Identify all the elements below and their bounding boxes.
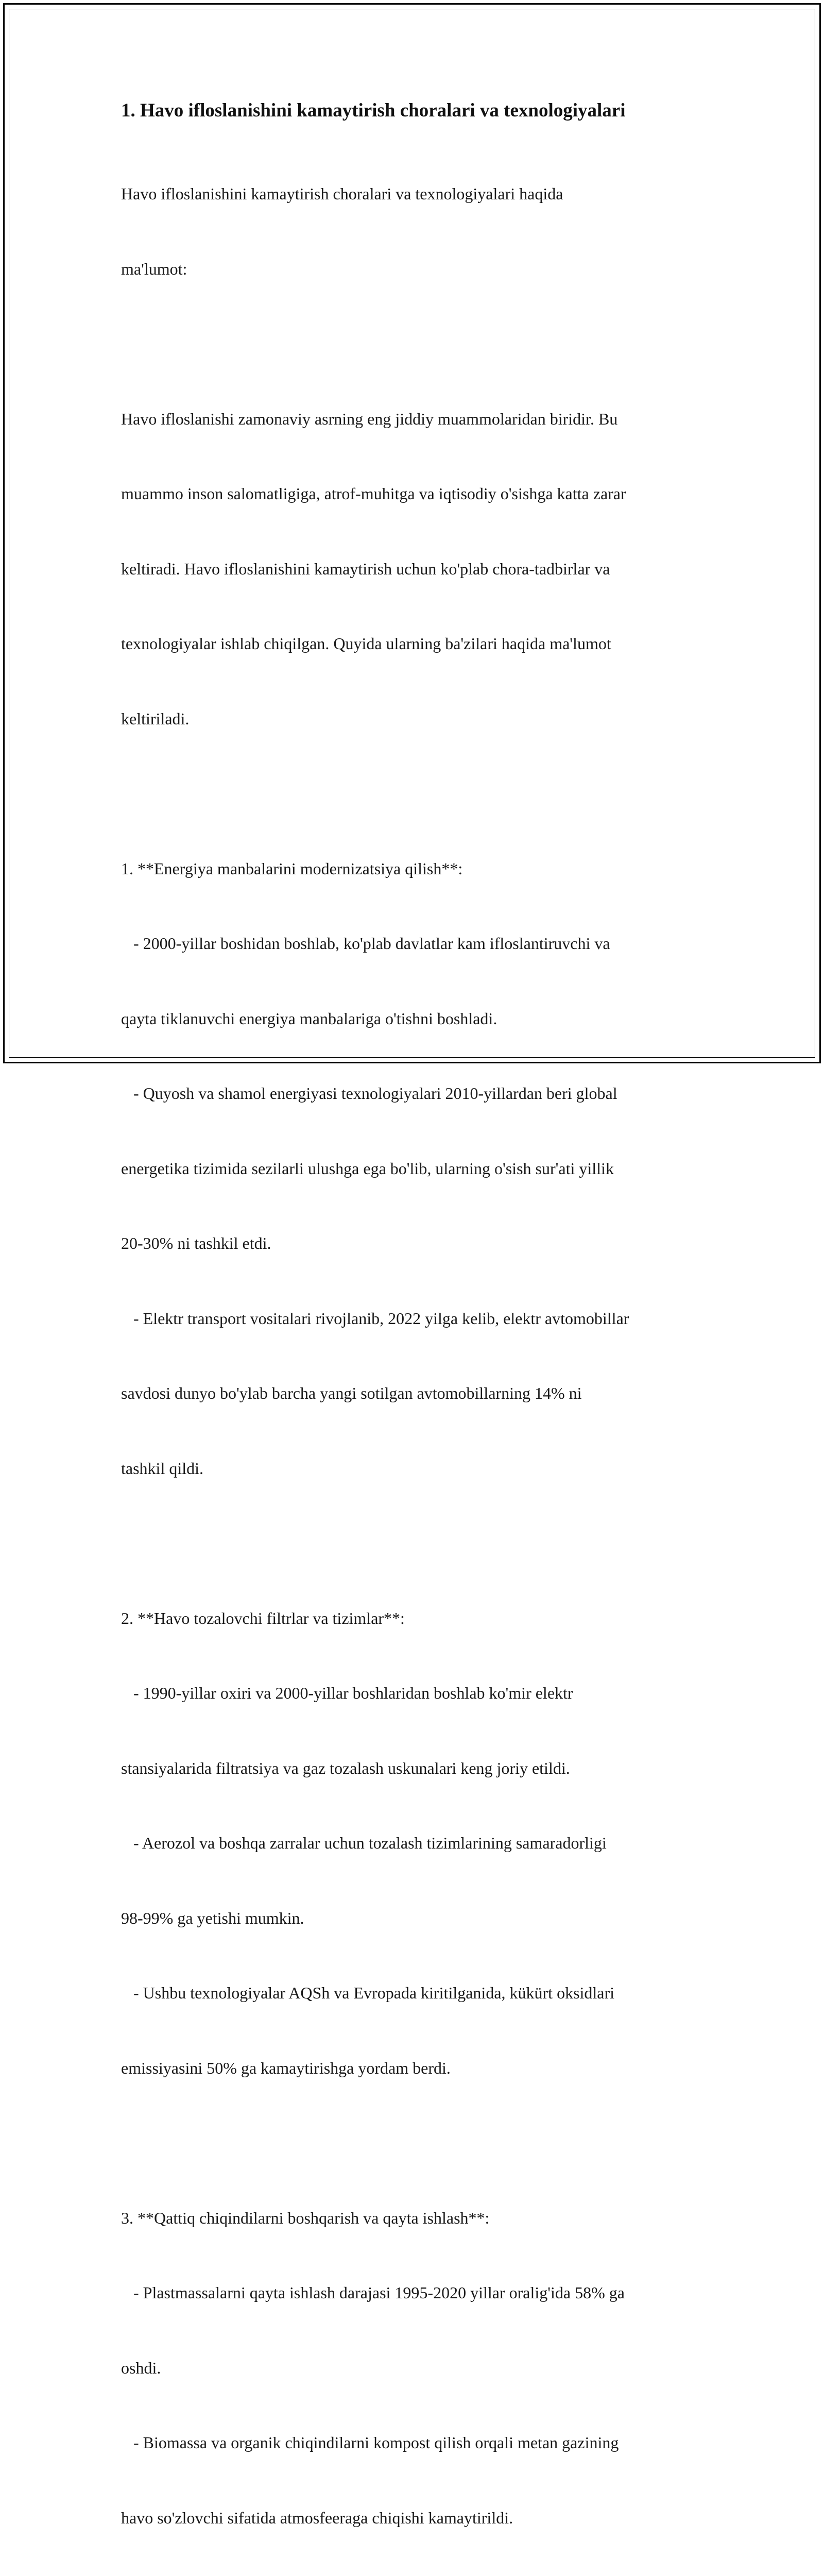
text-line: Havo ifloslanishi zamonaviy asrning eng jiddiy muammolaridan biridir. Bu [121,406,708,432]
text-line: keltiradi. Havo ifloslanishini kamaytirish uchun ko'plab chora-tadbirlar va [121,556,708,582]
overview-paragraph [121,357,708,782]
text-line: havo so'zlovchi sifatida atmosfeeraga chiqishi kamaytirildi. [121,2505,708,2531]
text-line: savdosi dunyo bo'ylab barcha yangi sotilgan avtomobillarning 14% ni [121,1381,708,1406]
section-energy [121,806,708,1531]
text-line: tashkil qildi. [121,1456,708,1481]
text-line: 98-99% ga yetishi mumkin. [121,1906,708,1931]
text-line: - Plastmassalarni qayta ishlash darajasi 1995-2020 yillar oralig'ida 58% ga [121,2280,708,2306]
text-line: 20-30% ni tashkil etdi. [121,1231,708,1256]
document-body [121,97,708,2576]
text-line: keltiriladi. [121,706,708,732]
text-line: - 1990-yillar oxiri va 2000-yillar boshlaridan boshlab ko'mir elektr [121,1681,708,1706]
text-line: muammo inson salomatligiga, atrof-muhitga va iqtisodiy o'sishga katta zarar [121,481,708,506]
text-line: ma'lumot: [121,257,708,282]
section-filters [121,1556,708,2131]
document-title: 1. Havo ifloslanishini kamaytirish choralari va texnologiyalari [121,97,708,124]
text-line: - 2000-yillar boshidan boshlab, ko'plab davlatlar kam ifloslantiruvchi va [121,931,708,956]
text-line: emissiyasini 50% ga kamaytirishga yordam berdi. [121,2056,708,2081]
text-line: Havo ifloslanishini kamaytirish choralari va texnologiyalari haqida [121,181,708,207]
text-line: energetika tizimida sezilarli ulushga ega bo'lib, ularning o'sish sur'ati yillik [121,1156,708,1181]
text-line: stansiyalarida filtratsiya va gaz tozalash uskunalari keng joriy etildi. [121,1756,708,1781]
text-line: - Elektr transport vositalari rivojlanib, 2022 yilga kelib, elektr avtomobillar [121,1306,708,1331]
section-heading: 2. **Havo tozalovchi filtrlar va tizimlar**: [121,1606,708,1631]
section-waste [121,2156,708,2576]
text-line: - Quyosh va shamol energiyasi texnologiyalari 2010-yillardan beri global [121,1081,708,1106]
intro-paragraph [121,131,708,331]
text-line: - Aerozol va boshqa zarralar uchun tozalash tizimlarining samaradorligi [121,1831,708,1856]
text-line: - Ushbu texnologiyalar AQSh va Evropada kiritilganida, kükürt oksidlari [121,1980,708,2006]
text-line: texnologiyalar ishlab chiqilgan. Quyida ularning ba'zilari haqida ma'lumot [121,631,708,656]
text-line: oshdi. [121,2355,708,2381]
text-line: - Biomassa va organik chiqindilarni kompost qilish orqali metan gazining [121,2430,708,2455]
section-heading: 1. **Energiya manbalarini modernizatsiya qilish**: [121,856,708,882]
section-heading: 3. **Qattiq chiqindilarni boshqarish va qayta ishlash**: [121,2206,708,2231]
text-line: qayta tiklanuvchi energiya manbalariga o'tishni boshladi. [121,1006,708,1031]
